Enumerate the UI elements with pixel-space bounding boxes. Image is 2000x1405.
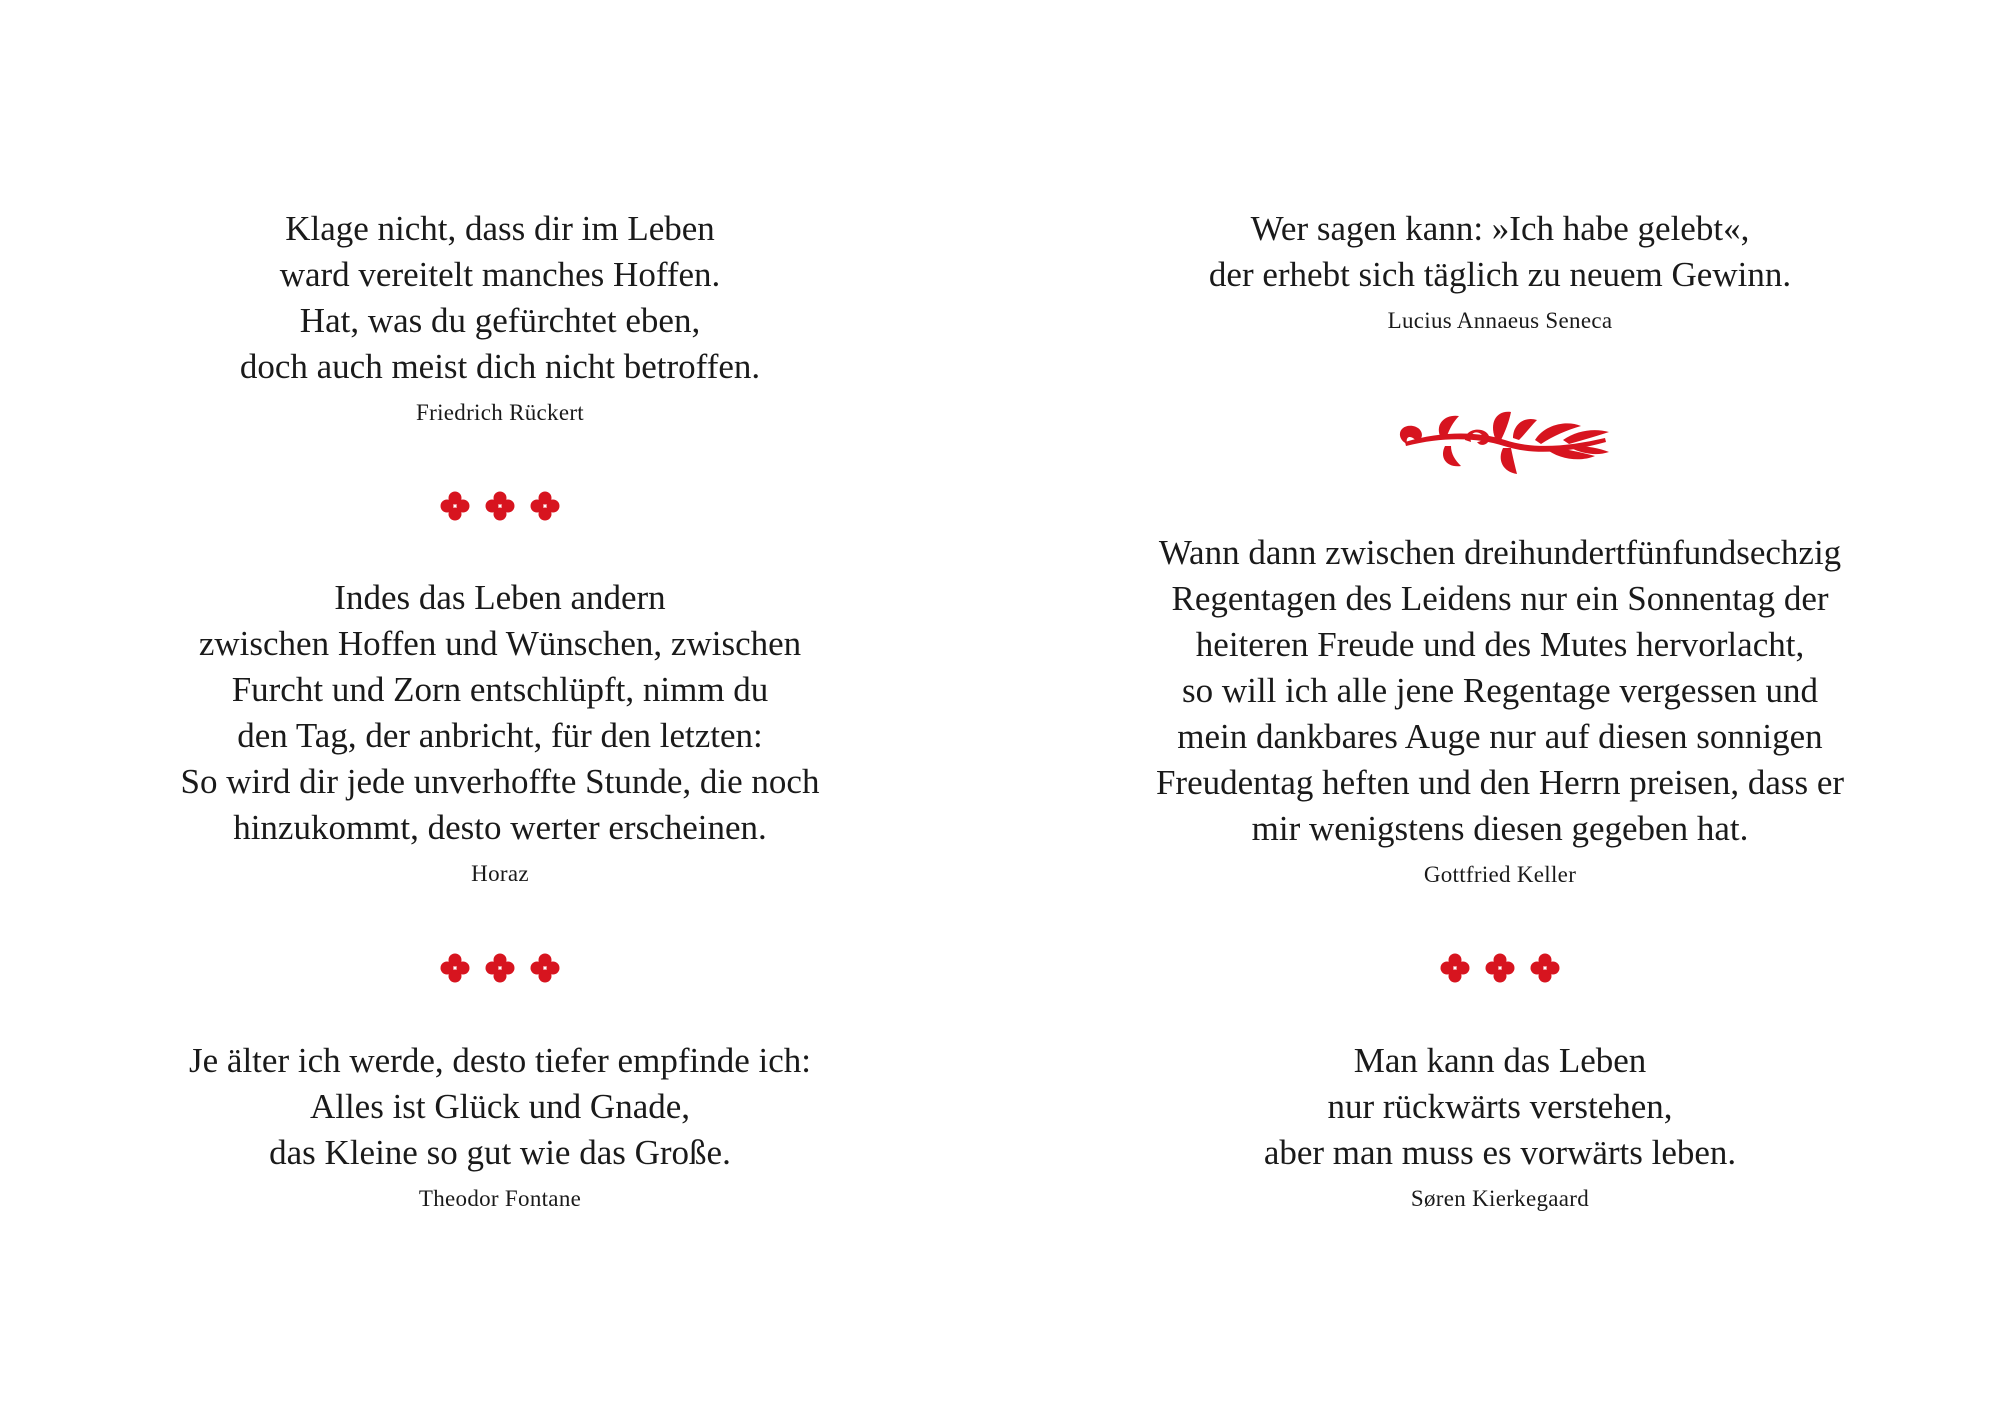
quote-kierkegaard xyxy=(1000,1038,2000,1214)
floral-vine-icon xyxy=(1000,402,2000,486)
quote-seneca xyxy=(1000,206,2000,336)
quote-author: Friedrich Rückert xyxy=(416,400,584,425)
clover-trio-icon xyxy=(0,488,1000,528)
quote-text: Klage nicht, dass dir im Leben ward vereitelt manches Hoffen. Hat, was du gefürchtet eben, doch auch meist dich nicht betroffen. xyxy=(239,209,761,386)
quote-author: Theodor Fontane xyxy=(418,1186,582,1211)
quote-text: Wann dann zwischen dreihundertfünfundsechzig Regentagen des Leidens nur ein Sonnentag der heiteren Freude und des Mutes hervorlacht, so will ich alle jene Regentage vergessen und mein dankbares Auge nur auf diesen sonnigen Freudentag heften und den Herrn preisen, dass er mir wenigstens diesen gegeben hat. xyxy=(1155,533,1845,848)
quote-text: Je älter ich werde, desto tiefer empfinde ich: Alles ist Glück und Gnade, das Kleine so gut wie das Große. xyxy=(189,1041,811,1172)
quote-text: Wer sagen kann: »Ich habe gelebt«, der erhebt sich täglich zu neuem Gewinn. xyxy=(1208,209,1792,294)
quote-author: Gottfried Keller xyxy=(1423,862,1577,887)
clover-trio-icon xyxy=(1000,950,2000,990)
quote-text: Indes das Leben andern zwischen Hoffen und Wünschen, zwischen Furcht und Zorn entschlüpft, nimm du den Tag, der anbricht, für den letzten: So wird dir jede unverhoffte Stunde, die noch hinzukommt, desto werter erscheinen. xyxy=(180,578,820,847)
quote-author: Søren Kierkegaard xyxy=(1410,1186,1590,1211)
quote-text: Man kann das Leben nur rückwärts verstehen, aber man muss es vorwärts leben. xyxy=(1263,1041,1737,1172)
quote-fontane xyxy=(0,1038,1000,1214)
quote-author: Horaz xyxy=(471,861,529,886)
quote-author: Lucius Annaeus Seneca xyxy=(1387,308,1613,333)
right-page xyxy=(1000,0,2000,1405)
quote-horaz xyxy=(0,575,1000,889)
quote-keller xyxy=(1000,530,2000,890)
quote-rueckert xyxy=(0,206,1000,428)
clover-trio-icon xyxy=(0,950,1000,990)
